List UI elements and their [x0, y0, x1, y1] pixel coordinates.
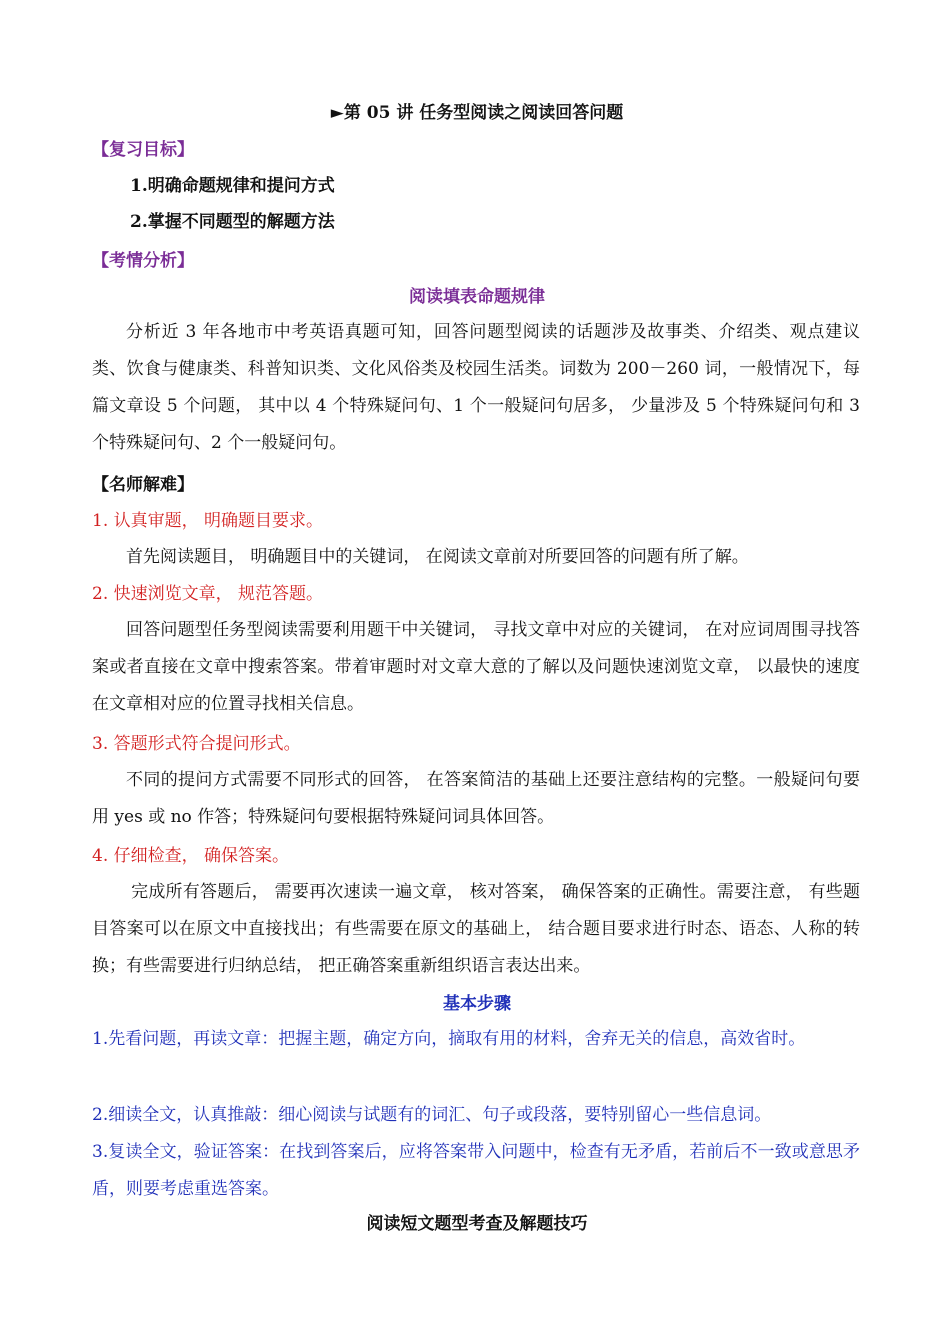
teacher-point-body-4: 完成所有答题后， 需要再次速读一遍文章， 核对答案， 确保答案的正确性。需要注意， 有些题目答案可以在原文中直接找出；有些需要在原文的基础上， 结合题目要求进行时态、语态、人称的转换；有些需要进行归纳总结， 把正确答案重新组织语言表达出来。 — [92, 882, 860, 976]
review-goals-heading: 【复习目标】 — [92, 140, 194, 160]
step-item-3: 3.复读全文，验证答案：在找到答案后，应将答案带入问题中，检查有无矛盾，若前后不一致或意思矛盾，则要考虑重选答案。 — [92, 1142, 860, 1199]
teacher-point-title-1: 1. 认真审题， 明确题目要求。 — [92, 511, 324, 531]
steps-heading: 基本步骤 — [443, 994, 511, 1014]
teacher-point-title-4: 4. 仔细检查， 确保答案。 — [92, 846, 290, 866]
exam-analysis-paragraph: 分析近 3 年各地市中考英语真题可知，回答问题型阅读的话题涉及故事类、介绍类、观点建议类、饮食与健康类、科普知识类、文化风俗类及校园生活类。词数为 200－260 词，一般情况下，每篇文章设 5 个问题， 其中以 4 个特殊疑问句、1 个一般疑问句居多， 少量涉及 5 个特殊疑问句和 3 个特殊疑问句、2 个一般疑问句。 — [92, 322, 860, 453]
step-item-1: 1.先看问题，再读文章：把握主题，确定方向，摘取有用的材料，舍弃无关的信息，高效省时。 — [92, 1029, 806, 1049]
step-item-2: 2.细读全文，认真推敲：细心阅读与试题有的词汇、句子或段落，要特别留心一些信息词。 — [92, 1105, 772, 1125]
teacher-point-title-3: 3. 答题形式符合提问形式。 — [92, 734, 301, 754]
teacher-point-body-3: 不同的提问方式需要不同形式的回答， 在答案简洁的基础上还要注意结构的完整。一般疑问句要用 yes 或 no 作答；特殊疑问句要根据特殊疑问词具体回答。 — [92, 770, 860, 827]
teacher-heading: 【名师解难】 — [92, 475, 194, 495]
review-goal-item: 1.明确命题规律和提问方式 — [130, 176, 335, 196]
next-section-heading: 阅读短文题型考查及解题技巧 — [366, 1214, 588, 1234]
teacher-point-body-2: 回答问题型任务型阅读需要利用题干中关键词， 寻找文章中对应的关键词， 在对应词周围寻找答案或者直接在文章中搜索答案。带着审题时对文章大意的了解以及问题快速浏览文章， 以最快的速度在文章相对应的位置寻找相关信息。 — [92, 620, 860, 714]
exam-analysis-subheading: 阅读填表命题规律 — [409, 287, 545, 307]
review-goal-item: 2.掌握不同题型的解题方法 — [130, 212, 335, 232]
page-title: ►第 05 讲 任务型阅读之阅读回答问题 — [330, 103, 624, 123]
teacher-point-body-1: 首先阅读题目， 明确题目中的关键词， 在阅读文章前对所要回答的问题有所了解。 — [126, 547, 749, 567]
exam-analysis-heading: 【考情分析】 — [92, 251, 194, 271]
teacher-point-title-2: 2. 快速浏览文章， 规范答题。 — [92, 584, 324, 604]
